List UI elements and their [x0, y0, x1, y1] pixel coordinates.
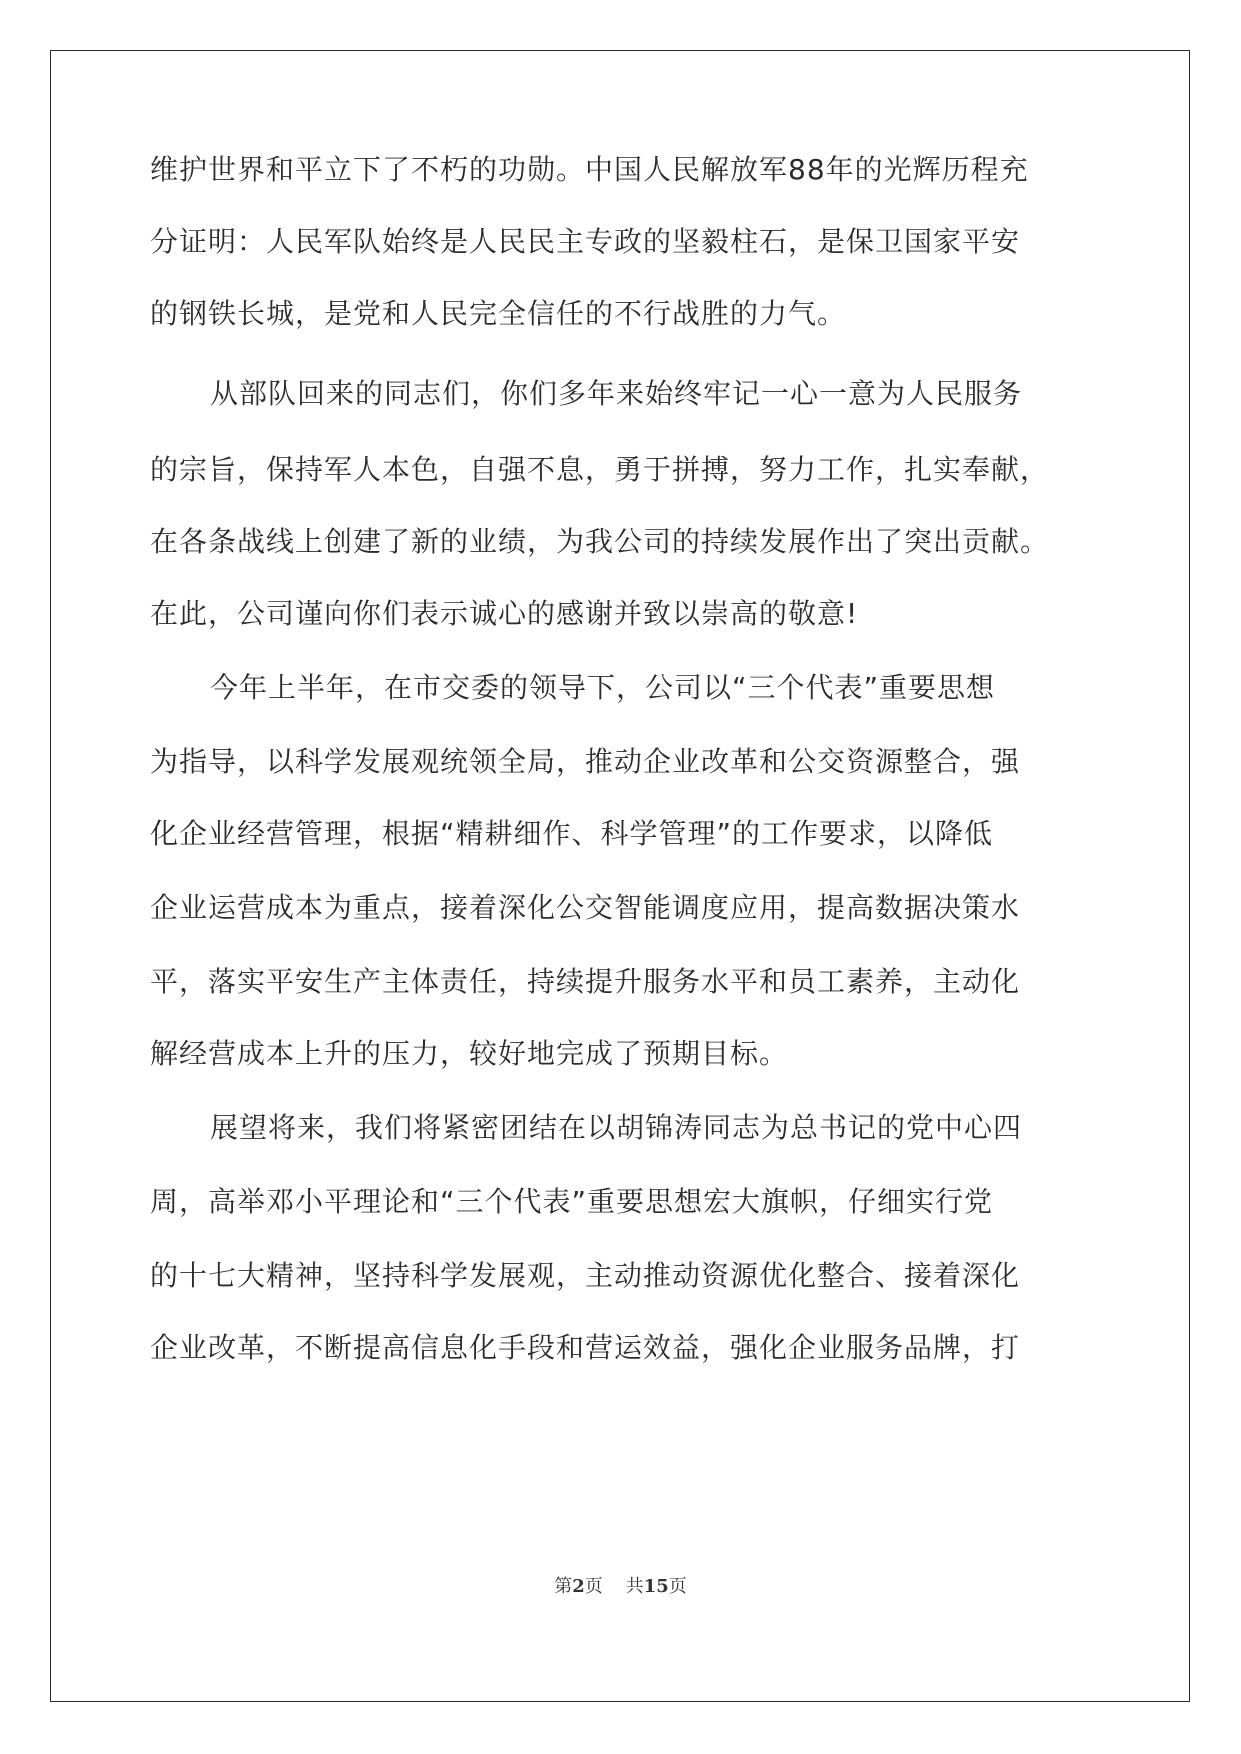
page-footer [0, 1572, 1241, 1598]
text-line: 分证明：人民军队始终是人民民主专政的坚毅柱石，是保卫国家平安 [150, 225, 1021, 258]
paragraph-start-line: 今年上半年，在市交委的领导下，公司以“三个代表”重要思想 [210, 671, 996, 704]
text-line: 解经营成本上升的压力，较好地完成了预期目标。 [150, 1037, 789, 1070]
text-line: 维护世界和平立下了不朽的功勋。中国人民解放军88年的光辉历程充 [150, 153, 1029, 186]
text-line: 为指导，以科学发展观统领全局，推动企业改革和公交资源整合，强 [150, 745, 1021, 778]
text-line: 的钢铁长城，是党和人民完全信任的不行战胜的力气。 [150, 297, 847, 330]
text-line: 的十七大精神，坚持科学发展观，主动推动资源优化整合、接着深化 [150, 1259, 1021, 1292]
total-pages: 15 [643, 1576, 669, 1597]
text-line: 企业改革，不断提高信息化手段和营运效益，强化企业服务品牌，打 [150, 1331, 1021, 1364]
text-line: 在此，公司谨向你们表示诚心的感谢并致以崇高的敬意! [150, 597, 859, 630]
text-line: 周，高举邓小平理论和“三个代表”重要思想宏大旗帜，仔细实行党 [150, 1185, 994, 1218]
paragraph-start-line: 从部队回来的同志们，你们多年来始终牢记一心一意为人民服务 [210, 377, 1023, 410]
text-line: 企业运营成本为重点，接着深化公交智能调度应用，提高数据决策水 [150, 891, 1021, 924]
page-prefix: 第 [554, 1576, 573, 1597]
total-suffix: 页 [668, 1576, 687, 1597]
page-suffix: 页 [584, 1576, 603, 1597]
text-line: 的宗旨，保持军人本色，自强不息，勇于拼搏，努力工作，扎实奉献， [150, 453, 1050, 486]
page-number: 2 [572, 1576, 585, 1597]
text-line: 化企业经营管理，根据“精耕细作、科学管理”的工作要求，以降低 [150, 817, 994, 850]
text-line: 平，落实平安生产主体责任，持续提升服务水平和员工素养，主动化 [150, 965, 1021, 998]
text-line: 在各条战线上创建了新的业绩，为我公司的持续发展作出了突出贡献。 [150, 525, 1050, 558]
paragraph-start-line: 展望将来，我们将紧密团结在以胡锦涛同志为总书记的党中心四 [210, 1111, 1023, 1144]
total-prefix: 共 [625, 1576, 644, 1597]
